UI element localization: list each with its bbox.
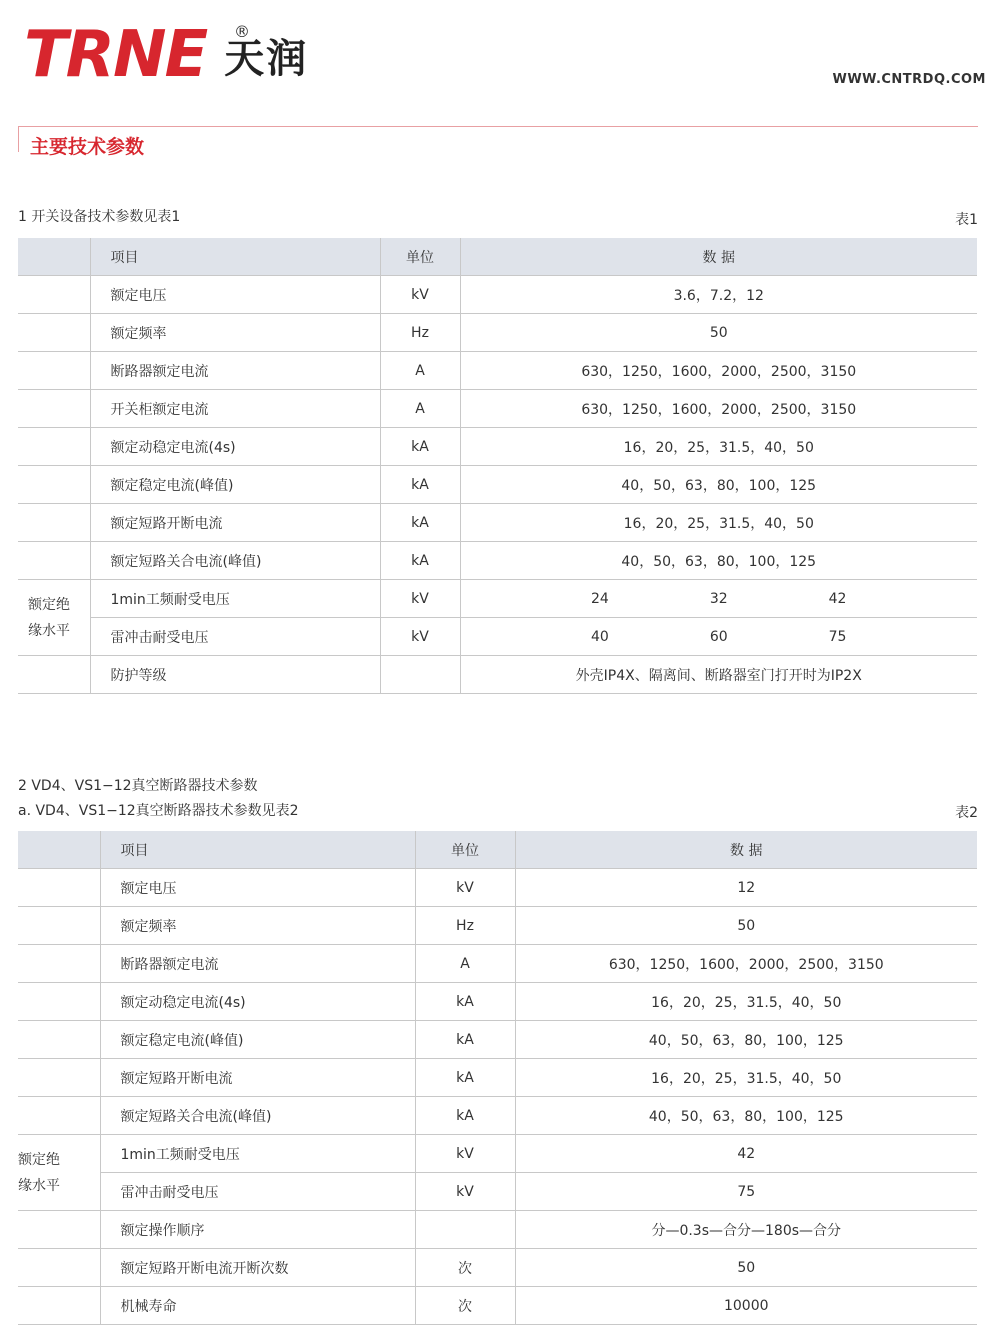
table1-number: 表1: [955, 212, 978, 228]
row-data: 16，20，25，31.5，40，50: [515, 983, 977, 1021]
table-row: [18, 1173, 977, 1211]
logo-chinese-name: 天润: [224, 35, 309, 82]
table-row: [18, 390, 977, 428]
row-data: 16，20，25，31.5，40，50: [460, 428, 977, 466]
row-data: 50: [515, 907, 977, 945]
header-group-cell: [18, 238, 90, 276]
header-item: 项目: [90, 238, 380, 276]
table-row: [18, 1249, 977, 1287]
group-label-line1: 额定绝: [18, 1151, 60, 1168]
row-data: 外壳IP4X、隔离间、断路器室门打开时为IP2X: [460, 656, 977, 694]
group-label-line2: 缘水平: [18, 1177, 60, 1194]
table1: [18, 238, 977, 694]
row-item: 机械寿命: [100, 1287, 415, 1325]
row-data: 40，50，63，80，100，125: [515, 1021, 977, 1059]
row-data: 40，50，63，80，100，125: [460, 542, 977, 580]
table-row: [18, 276, 977, 314]
table-header-row: [18, 831, 977, 869]
row-unit: kA: [380, 428, 460, 466]
table-row: [18, 542, 977, 580]
row-data-value: 60: [709, 628, 728, 645]
group-label-line2: 缘水平: [28, 622, 70, 639]
row-unit: kA: [380, 504, 460, 542]
row-data: 42: [515, 1135, 977, 1173]
row-item: 额定短路开断电流: [100, 1059, 415, 1097]
table-row: [18, 656, 977, 694]
row-item: 额定短路开断电流: [90, 504, 380, 542]
row-data: 75: [515, 1173, 977, 1211]
group-label: [18, 1135, 100, 1211]
row-data: 630，1250，1600，2000，2500，3150: [460, 390, 977, 428]
table-row: [18, 504, 977, 542]
section-title: 主要技术参数: [30, 136, 145, 158]
row-item: 额定频率: [100, 907, 415, 945]
table-row: [18, 466, 977, 504]
row-unit: kA: [415, 1021, 515, 1059]
row-item: 防护等级: [90, 656, 380, 694]
row-unit: kA: [415, 1059, 515, 1097]
row-unit: kV: [415, 1135, 515, 1173]
table-row: [18, 1287, 977, 1325]
row-item: 额定稳定电流(峰值): [90, 466, 380, 504]
row-item: 开关柜额定电流: [90, 390, 380, 428]
row-unit: kA: [380, 466, 460, 504]
row-data: 16，20，25，31.5，40，50: [515, 1059, 977, 1097]
row-data: 分—0.3s—合分—180s—合分: [515, 1211, 977, 1249]
table-row: [18, 580, 977, 618]
group-label-line1: 额定绝: [28, 596, 70, 613]
row-data: [460, 618, 977, 656]
row-item: 额定操作顺序: [100, 1211, 415, 1249]
table-row: [18, 983, 977, 1021]
row-data-value: 42: [828, 590, 847, 607]
row-item: 1min工频耐受电压: [100, 1135, 415, 1173]
row-unit: [415, 1211, 515, 1249]
table-row: [18, 314, 977, 352]
row-unit: kV: [380, 618, 460, 656]
row-item: 额定电压: [100, 869, 415, 907]
row-item: 额定短路开断电流开断次数: [100, 1249, 415, 1287]
row-item: 额定动稳定电流(4s): [100, 983, 415, 1021]
row-item: 断路器额定电流: [90, 352, 380, 390]
row-unit: kV: [415, 1173, 515, 1211]
row-data: 12: [515, 869, 977, 907]
table-row: [18, 907, 977, 945]
table-row: [18, 352, 977, 390]
header-data: 数 据: [515, 831, 977, 869]
row-item: 额定稳定电流(峰值): [100, 1021, 415, 1059]
row-unit: kA: [415, 1097, 515, 1135]
row-item: 雷冲击耐受电压: [90, 618, 380, 656]
row-data: [460, 580, 977, 618]
row-data-value: 32: [709, 590, 728, 607]
row-data: 40，50，63，80，100，125: [515, 1097, 977, 1135]
group-label: [18, 580, 90, 656]
section-divider-mark: [18, 126, 19, 152]
row-data-value: 40: [590, 628, 609, 645]
header-unit: 单位: [380, 238, 460, 276]
row-item: 额定频率: [90, 314, 380, 352]
brand-logo: [24, 20, 308, 90]
table2-caption-line2: a. VD4、VS1−12真空断路器技术参数见表2: [18, 803, 299, 819]
row-data: 630，1250，1600，2000，2500，3150: [460, 352, 977, 390]
row-item: 额定短路关合电流(峰值): [90, 542, 380, 580]
row-unit: 次: [415, 1287, 515, 1325]
row-data: 16，20，25，31.5，40，50: [460, 504, 977, 542]
header-unit: 单位: [415, 831, 515, 869]
row-data-value: 24: [590, 590, 609, 607]
table-row: [18, 1135, 977, 1173]
table-row: [18, 1059, 977, 1097]
row-unit: A: [415, 945, 515, 983]
row-unit: kV: [380, 580, 460, 618]
row-item: 额定动稳定电流(4s): [90, 428, 380, 466]
row-item: 额定短路关合电流(峰值): [100, 1097, 415, 1135]
table-row: [18, 945, 977, 983]
header-group-cell: [18, 831, 100, 869]
row-data: 50: [515, 1249, 977, 1287]
row-data: 40，50，63，80，100，125: [460, 466, 977, 504]
table-row: [18, 869, 977, 907]
row-unit: kA: [415, 983, 515, 1021]
row-unit: kA: [380, 542, 460, 580]
row-unit: kV: [380, 276, 460, 314]
registered-mark: ®: [234, 22, 250, 41]
table2-caption-line1: 2 VD4、VS1−12真空断路器技术参数: [18, 778, 258, 794]
table-header-row: [18, 238, 977, 276]
table2: [18, 831, 977, 1325]
table-row: [18, 428, 977, 466]
table-row: [18, 1211, 977, 1249]
row-item: 1min工频耐受电压: [90, 580, 380, 618]
row-unit: A: [380, 352, 460, 390]
row-data: 50: [460, 314, 977, 352]
row-unit: kV: [415, 869, 515, 907]
row-unit: 次: [415, 1249, 515, 1287]
row-item: 雷冲击耐受电压: [100, 1173, 415, 1211]
logo-mark: TRNE: [24, 18, 207, 92]
header-data: 数 据: [460, 238, 977, 276]
row-item: 断路器额定电流: [100, 945, 415, 983]
row-unit: [380, 656, 460, 694]
row-data-value: 75: [828, 628, 847, 645]
row-item: 额定电压: [90, 276, 380, 314]
section-divider: [18, 126, 978, 127]
row-data: 10000: [515, 1287, 977, 1325]
row-data: 630，1250，1600，2000，2500，3150: [515, 945, 977, 983]
row-unit: Hz: [380, 314, 460, 352]
table-row: [18, 1097, 977, 1135]
row-data: 3.6，7.2，12: [460, 276, 977, 314]
row-unit: Hz: [415, 907, 515, 945]
table-row: [18, 1021, 977, 1059]
table1-caption: 1 开关设备技术参数见表1: [18, 209, 181, 225]
row-unit: A: [380, 390, 460, 428]
header-item: 项目: [100, 831, 415, 869]
website-url: WWW.CNTRDQ.COM: [832, 72, 986, 87]
table-row: [18, 618, 977, 656]
table2-number: 表2: [955, 805, 978, 821]
